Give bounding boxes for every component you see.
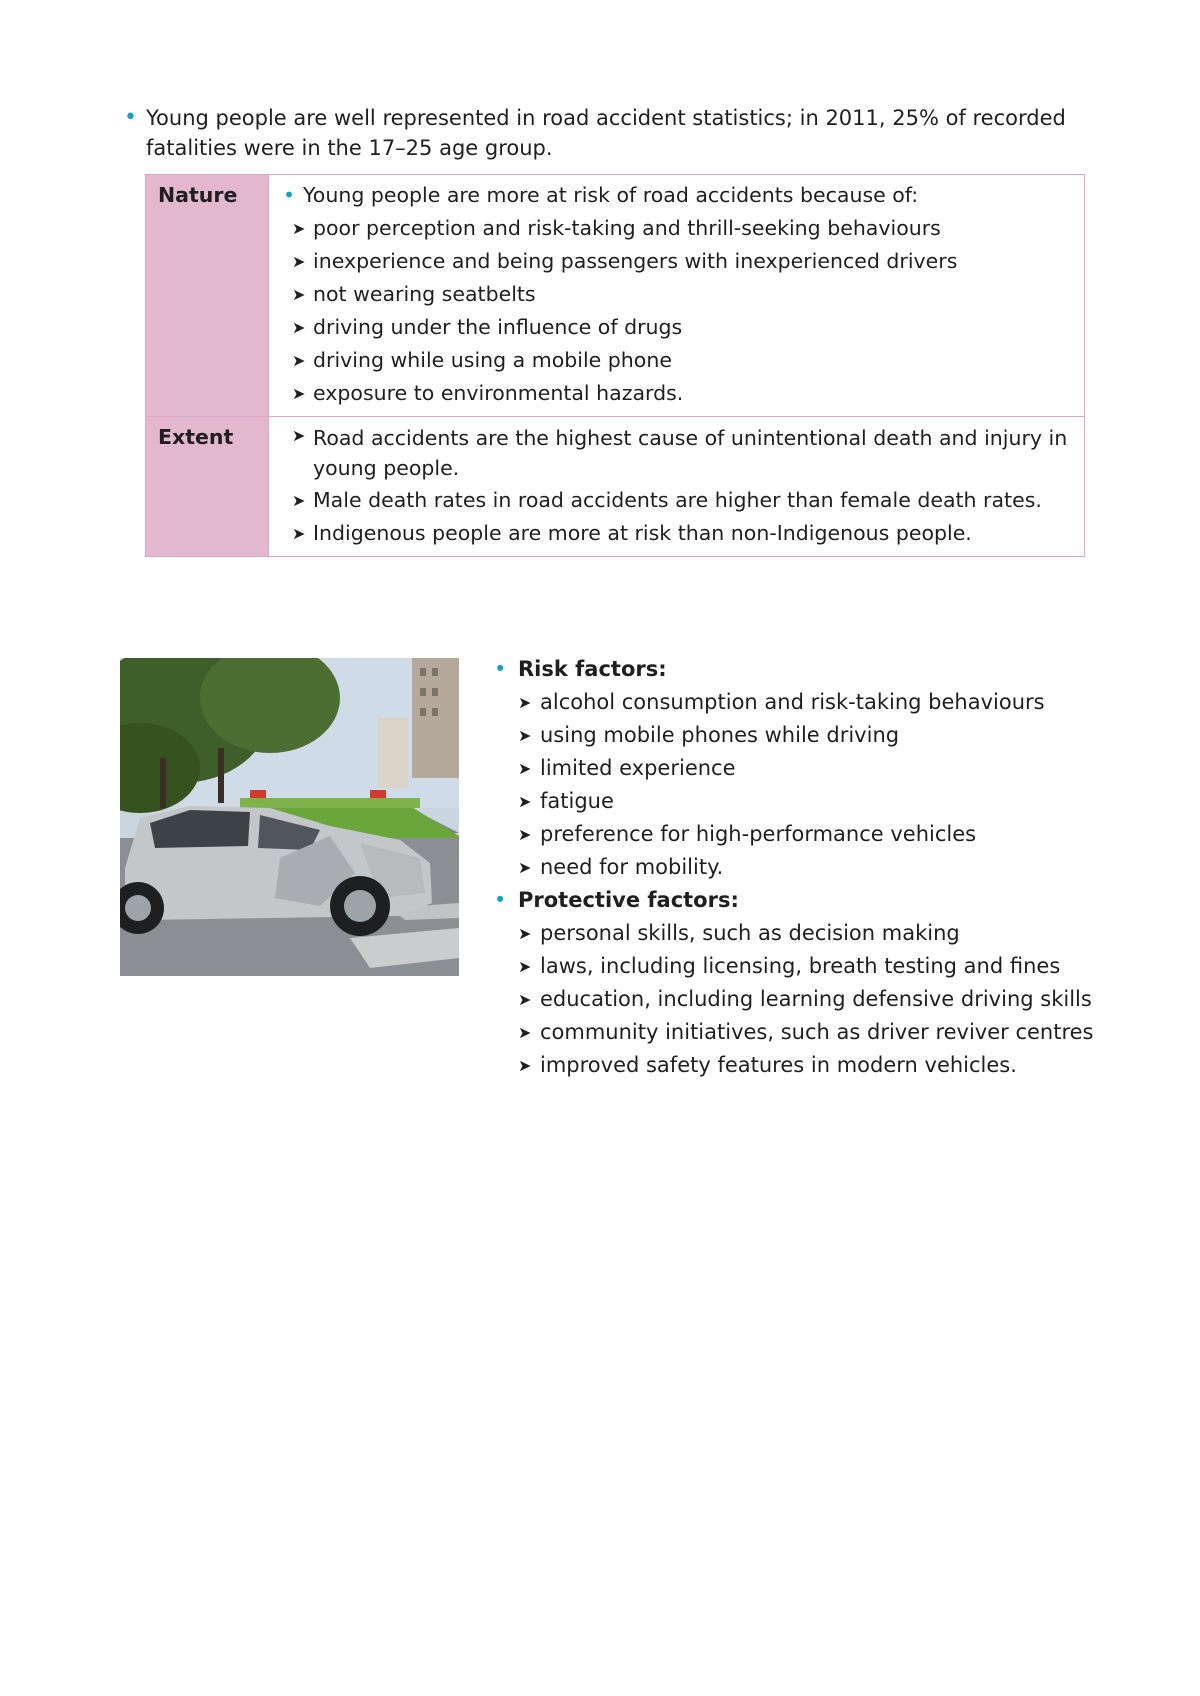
list-item (279, 311, 1074, 344)
list-item (494, 818, 1114, 851)
arrowhead-icon: ➤ (518, 792, 532, 811)
list-item (279, 344, 1074, 377)
arrowhead-icon: ➤ (292, 491, 306, 510)
arrowhead-icon: ➤ (292, 351, 306, 370)
extent-label: Extent (146, 417, 269, 557)
arrowhead-icon: ➤ (518, 1056, 532, 1075)
list-item (279, 278, 1074, 311)
factors-list (494, 653, 1114, 1082)
protective-factors-heading (494, 884, 1114, 917)
list-item (494, 1016, 1114, 1049)
nature-lead (279, 179, 1074, 212)
list-item (494, 752, 1114, 785)
crashed-car-illustration (120, 658, 459, 976)
risk-item-text: fatigue (540, 789, 614, 813)
nature-lead-text: Young people are more at risk of road accidents because of: (303, 183, 919, 207)
bullet-dot-icon: • (283, 183, 296, 207)
arrowhead-icon: ➤ (292, 426, 306, 445)
intro-paragraph (124, 103, 1084, 163)
extent-item-text: Male death rates in road accidents are higher than female death rates. (313, 488, 1042, 512)
list-item (279, 517, 1074, 550)
bullet-dot-icon: • (124, 105, 137, 130)
arrowhead-icon: ➤ (518, 726, 532, 745)
nature-item-text: driving under the influence of drugs (313, 315, 683, 339)
arrowhead-icon: ➤ (518, 990, 532, 1009)
nature-item-text: not wearing seatbelts (313, 282, 536, 306)
list-item (494, 686, 1114, 719)
protective-heading-text: Protective factors: (518, 888, 739, 912)
bullet-dot-icon: • (494, 657, 507, 681)
crashed-car-photo (120, 658, 459, 976)
arrowhead-icon: ➤ (518, 924, 532, 943)
extent-row (146, 417, 1085, 557)
extent-content (269, 417, 1085, 557)
risk-heading-text: Risk factors: (518, 657, 667, 681)
protective-item-text: personal skills, such as decision making (540, 921, 960, 945)
nature-item-text: poor perception and risk-taking and thrill-seeking behaviours (313, 216, 941, 240)
list-item (279, 421, 1074, 484)
arrowhead-icon: ➤ (518, 693, 532, 712)
list-item (494, 851, 1114, 884)
risk-item-text: preference for high-performance vehicles (540, 822, 977, 846)
arrowhead-icon: ➤ (518, 1023, 532, 1042)
protective-item-text: education, including learning defensive driving skills (540, 987, 1092, 1011)
protective-item-text: laws, including licensing, breath testing and fines (540, 954, 1061, 978)
protective-item-text: community initiatives, such as driver reviver centres (540, 1020, 1094, 1044)
arrowhead-icon: ➤ (518, 957, 532, 976)
arrowhead-icon: ➤ (292, 252, 306, 271)
extent-item-text: Road accidents are the highest cause of unintentional death and injury in young people. (313, 426, 1068, 480)
nature-extent-table (145, 174, 1085, 557)
nature-item-text: inexperience and being passengers with inexperienced drivers (313, 249, 958, 273)
arrowhead-icon: ➤ (518, 759, 532, 778)
list-item (494, 785, 1114, 818)
risk-item-text: using mobile phones while driving (540, 723, 900, 747)
nature-row (146, 175, 1085, 417)
list-item (494, 950, 1114, 983)
arrowhead-icon: ➤ (292, 384, 306, 403)
nature-item-text: driving while using a mobile phone (313, 348, 672, 372)
list-item (279, 212, 1074, 245)
list-item (494, 719, 1114, 752)
nature-content (269, 175, 1085, 417)
arrowhead-icon: ➤ (518, 825, 532, 844)
arrowhead-icon: ➤ (292, 285, 306, 304)
protective-item-text: improved safety features in modern vehicles. (540, 1053, 1017, 1077)
list-item (279, 245, 1074, 278)
list-item (494, 1049, 1114, 1082)
arrowhead-icon: ➤ (292, 524, 306, 543)
risk-factors-heading (494, 653, 1114, 686)
arrowhead-icon: ➤ (518, 858, 532, 877)
nature-item-text: exposure to environmental hazards. (313, 381, 684, 405)
nature-label: Nature (146, 175, 269, 417)
risk-item-text: need for mobility. (540, 855, 724, 879)
arrowhead-icon: ➤ (292, 219, 306, 238)
risk-item-text: limited experience (540, 756, 736, 780)
list-item (494, 917, 1114, 950)
list-item (279, 377, 1074, 410)
list-item (279, 484, 1074, 517)
list-item (494, 983, 1114, 1016)
intro-text: Young people are well represented in road accident statistics; in 2011, 25% of recorded fatalities were in the 17–25 age group. (146, 106, 1066, 160)
extent-item-text: Indigenous people are more at risk than non-Indigenous people. (313, 521, 972, 545)
bullet-dot-icon: • (494, 888, 507, 912)
arrowhead-icon: ➤ (292, 318, 306, 337)
risk-item-text: alcohol consumption and risk-taking behaviours (540, 690, 1045, 714)
